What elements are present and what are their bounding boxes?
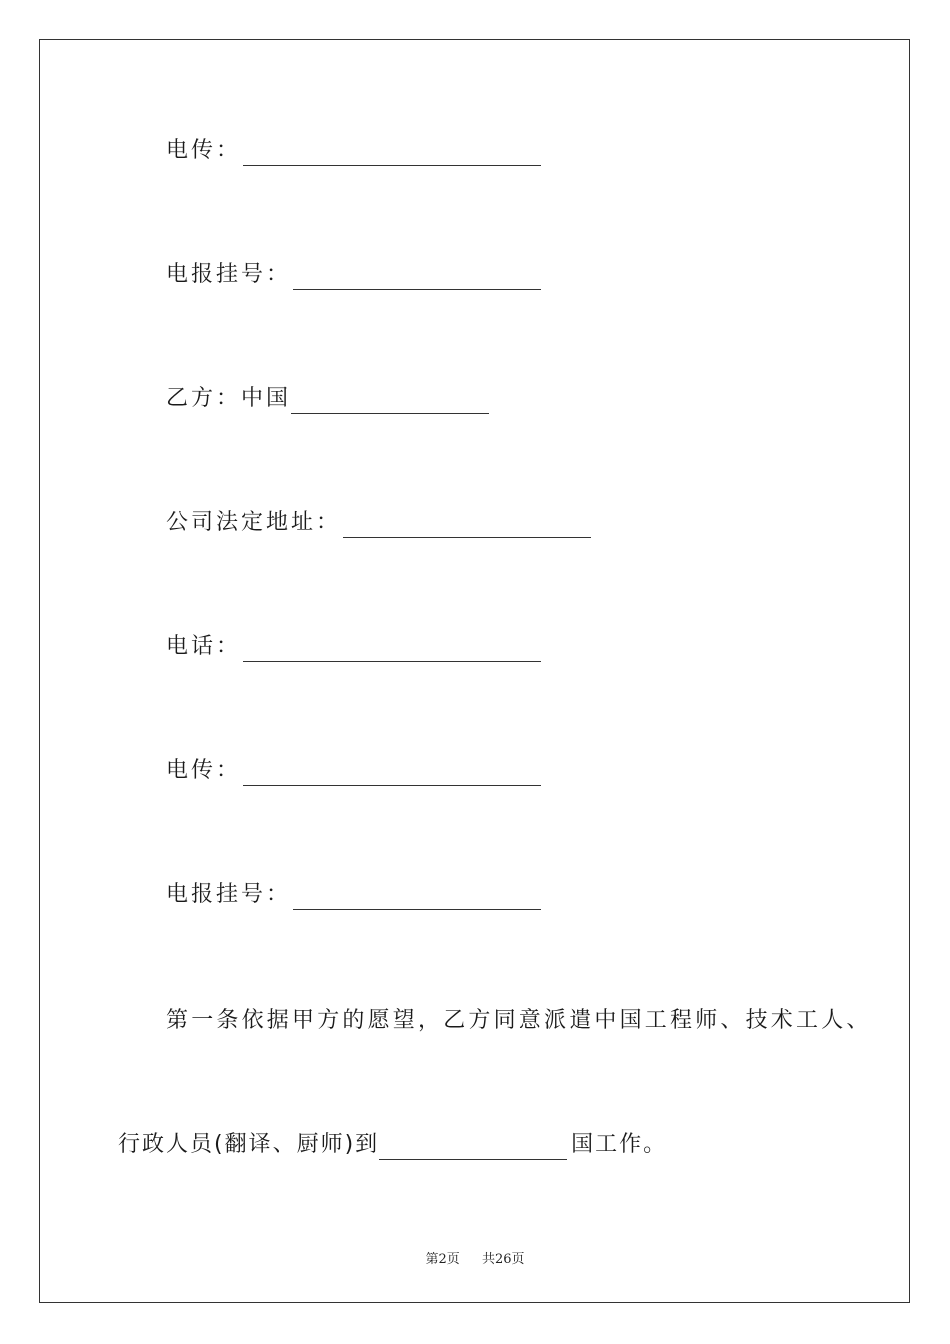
cable-address-field-2 [166, 880, 541, 910]
fax-blank-2[interactable] [243, 763, 541, 786]
cable-address-label-2: 电报挂号： [166, 882, 292, 907]
party-b-label: 乙方：中国 [166, 386, 292, 411]
page-number: 第2页 [425, 1252, 460, 1267]
article-1-line-2-suffix: 国工作。 [571, 1132, 668, 1157]
cable-address-blank-1[interactable] [293, 267, 541, 290]
fax-label-2: 电传： [166, 758, 242, 783]
fax-field-1 [166, 136, 541, 166]
party-b-blank[interactable] [291, 391, 489, 414]
page-footer [0, 1248, 950, 1267]
cable-address-label-1: 电报挂号： [166, 262, 292, 287]
page-frame [39, 39, 910, 1303]
legal-address-blank[interactable] [343, 515, 591, 538]
party-b-field [166, 384, 489, 414]
legal-address-field [166, 508, 591, 538]
article-1-line-1: 第一条依据甲方的愿望，乙方同意派遣中国工程师、技术工人、 [166, 1008, 872, 1033]
cable-address-blank-2[interactable] [293, 887, 541, 910]
cable-address-field-1 [166, 260, 541, 290]
fax-blank-1[interactable] [243, 143, 541, 166]
legal-address-label: 公司法定地址： [166, 510, 342, 535]
destination-country-blank[interactable] [379, 1137, 567, 1160]
article-1-line-2 [118, 1130, 667, 1160]
article-1-line-2-prefix: 行政人员(翻译、厨师)到 [118, 1132, 380, 1157]
phone-field [166, 632, 541, 662]
phone-label: 电话： [166, 634, 242, 659]
fax-field-2 [166, 756, 541, 786]
total-pages: 共26页 [482, 1252, 525, 1267]
phone-blank[interactable] [243, 639, 541, 662]
fax-label-1: 电传： [166, 138, 242, 163]
